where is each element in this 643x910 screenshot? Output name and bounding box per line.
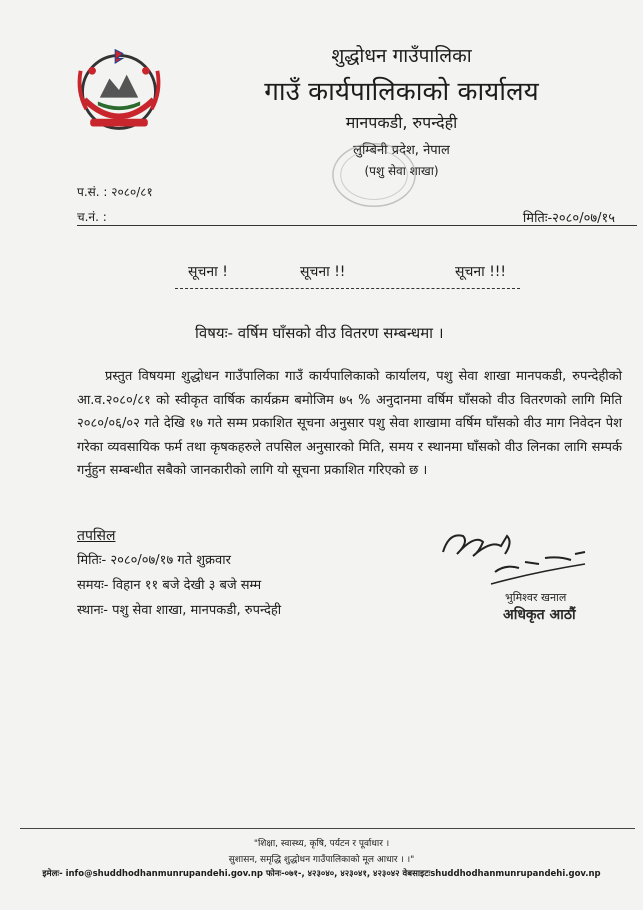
- notice-heading-1: सूचना !: [188, 264, 228, 280]
- province-name: लुम्बिनी प्रदेश, नेपाल: [353, 143, 450, 158]
- footer-contact: इमेलः- info@shuddhodhanmunrupandehi.gov.np फोनः-०७१-, ४२३०४०, ४२३०४१, ४२३०४२ वेबसाइटःshuddhodhanmunrupandehi.gov.np: [42, 869, 601, 879]
- subject-line: विषयः- वर्षिम घाँसको वीउ वितरण सम्बन्धमा ।: [195, 324, 444, 342]
- government-emblem-icon: [70, 42, 168, 138]
- body-paragraph: प्रस्तुत विषयमा शुद्धोधन गाउँपालिका गाउँ कार्यपालिकाको कार्यालय, पशु सेवा शाखा मानपकडी, रुपन्देहीको आ.व.२०८०/८१ को स्वीकृत वार्षिक कार्यक्रम बमोजिम ७५ % अनुदानमा वर्षिम घाँसको वीउ वितरणको लागि मिति २०८०/०६/०२ गते देखि १७ गते सम्म प्रकाशित सूचना अनुसार पशु सेवा शाखामा वर्षिम घाँसको वीउ माग निवेदन पेश गरेका व्यवसायिक फर्म तथा कृषकहरुले तपसिल अनुसारको मिति, समय र स्थानमा घाँसको वीउ लिनका लागि सम्पर्क गर्नुहुन सम्बन्धीत सबैको जानकारीको लागि यो सूचना प्रकाशित गरिएको छ ।: [77, 369, 622, 478]
- notice-dashed-rule: [175, 288, 520, 289]
- letter-date: मितिः-२०८०/०७/१५: [522, 211, 615, 226]
- footer-slogan-1: "शिक्षा, स्वास्थ्य, कृषि, पर्यटन र पूर्वाधार ।: [253, 839, 390, 849]
- signatory-name: भुमिश्वर खनाल: [505, 591, 567, 604]
- details-time: समयः- विहान ११ बजे देखी ३ बजे सम्म: [77, 578, 262, 593]
- municipality-name: शुद्धोधन गाउँपालिका: [331, 45, 472, 67]
- signatory-title: अधिकृत आठौं: [503, 607, 576, 623]
- details-heading: तपसिल: [77, 528, 116, 544]
- footer-rule: [20, 828, 635, 829]
- dispatch-number: च.नं. :: [77, 210, 107, 224]
- office-stamp-icon: [330, 140, 418, 210]
- section-name: (पशु सेवा शाखा): [364, 164, 439, 178]
- reference-number: प.सं. : २०८०/८१: [77, 185, 153, 199]
- header-rule: [77, 225, 637, 226]
- office-location: मानपकडी, रुपन्देही: [345, 113, 458, 132]
- details-place: स्थानः- पशु सेवा शाखा, मानपकडी, रुपन्देही: [77, 603, 282, 618]
- office-name: गाउँ कार्यपालिकाको कार्यालय: [264, 77, 539, 107]
- notice-heading-2: सूचना !!: [300, 264, 346, 280]
- signature-icon: [435, 512, 595, 597]
- footer-slogan-2: सुशासन, समृद्धि शुद्धोधन गाउँपालिकाको मूल आधार । ।": [228, 855, 415, 865]
- details-date: मितिः- २०८०/०७/१७ गते शुक्रवार: [77, 553, 231, 568]
- notice-heading-3: सूचना !!!: [455, 264, 507, 280]
